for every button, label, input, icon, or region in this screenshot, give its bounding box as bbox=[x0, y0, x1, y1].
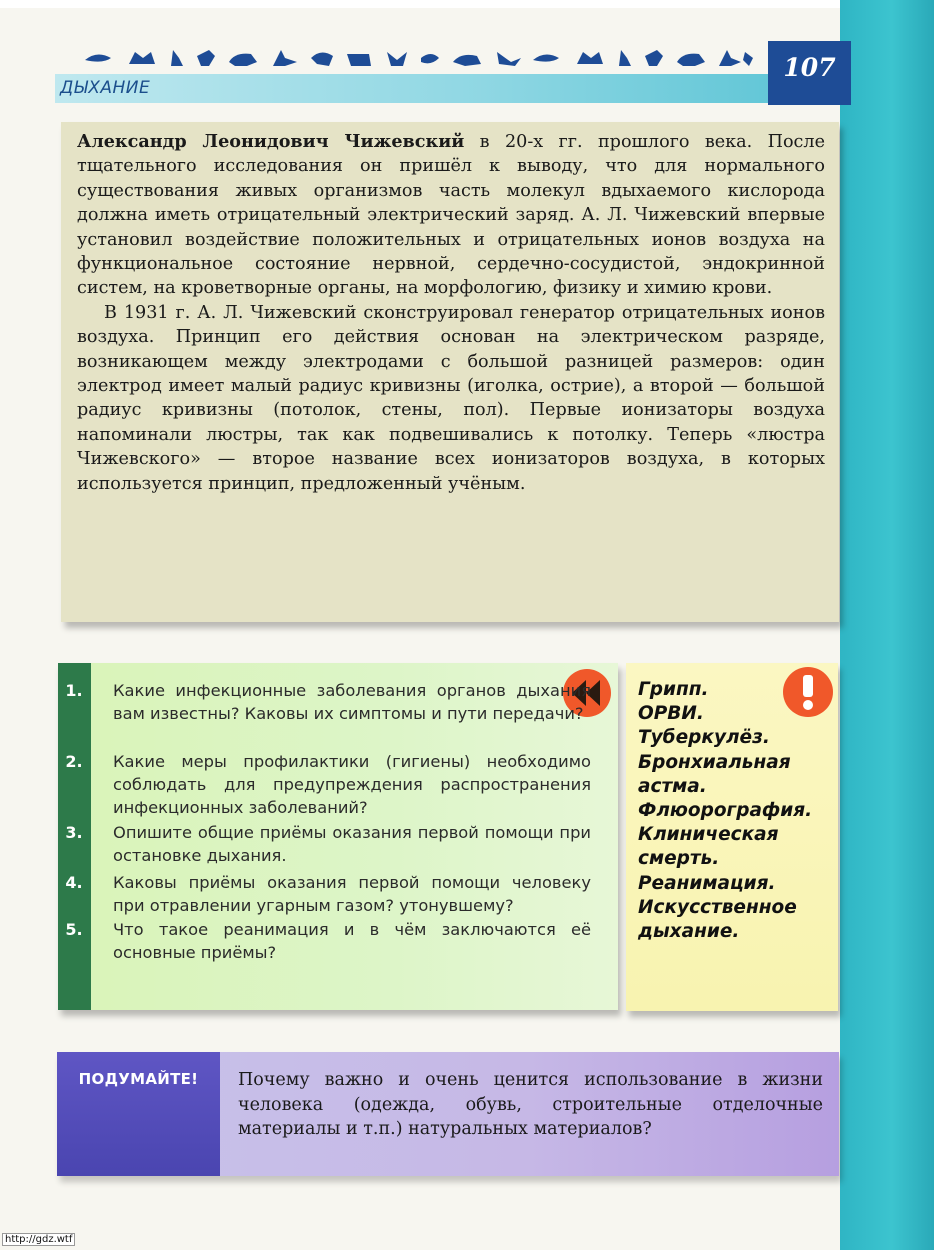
question-text: Какие меры профилактики (гигиены) необходимо соблюдать для предупреждения распространения инфекционных заболеваний? bbox=[113, 752, 591, 818]
question-text: Каковы приёмы оказания первой помощи человеку при отравлении угарным газом? утонувшему? bbox=[113, 873, 591, 916]
question-text: Опишите общие приёмы оказания первой помощи при остановке дыхания. bbox=[113, 823, 591, 866]
key-term: астма. bbox=[638, 775, 707, 797]
top-band bbox=[0, 0, 840, 8]
section-title: ДЫХАНИЕ bbox=[60, 78, 151, 98]
question-number: 1. bbox=[65, 681, 83, 700]
question-number: 3. bbox=[65, 823, 83, 842]
question-number: 4. bbox=[65, 873, 83, 892]
side-decorative-stripe bbox=[840, 0, 934, 1250]
key-term: Бронхиальная bbox=[638, 751, 791, 773]
think-label: ПОДУМАЙТЕ! bbox=[78, 1070, 199, 1088]
animal-silhouettes-border bbox=[85, 46, 755, 70]
question-number: 2. bbox=[65, 752, 83, 771]
question-text: Что такое реанимация и в чём заключаются её основные приёмы? bbox=[113, 920, 591, 963]
watermark: http://gdz.wtf bbox=[2, 1233, 75, 1246]
scientist-name: Александр Леонидович Чижевский bbox=[77, 131, 465, 152]
key-term: Грипп. bbox=[638, 679, 709, 700]
key-term: Туберкулёз. bbox=[638, 727, 770, 749]
key-term: Искусственное bbox=[638, 896, 797, 918]
key-term: Флюорография. bbox=[638, 800, 813, 822]
key-term: ОРВИ. bbox=[638, 703, 704, 725]
question-text: Какие инфекционные заболевания органов дыхания вам известны? Каковы их симптомы и пути передачи? bbox=[113, 681, 591, 724]
key-term: Реанимация. bbox=[638, 872, 776, 894]
question-number: 5. bbox=[65, 920, 83, 939]
key-term: Клиническая bbox=[638, 824, 779, 846]
info-paragraph-1-text: в 20-х гг. прошлого века. После тщательного исследования он пришёл к выводу, что для нормального существования живых организмов часть молекул вдыхаемого кислорода должна иметь отрицательный электрический заряд. А. Л. Чижевский впервые установил воздействие положительных и отрицательных ионов воздуха на функциональное состояние нервной, сердечно-сосудистой, эндокринной систем, на кроветворные органы, на морфологию, физику и химию крови. bbox=[77, 132, 825, 299]
key-term: смерть. bbox=[638, 848, 720, 870]
page-number: 107 bbox=[783, 53, 836, 82]
section-header-band bbox=[55, 74, 770, 103]
info-text bbox=[77, 130, 825, 496]
think-question: Почему важно и очень ценится использование в жизни человека (одежда, обувь, строительные отделочные материалы и т.п.) натуральных материалов? bbox=[238, 1070, 823, 1139]
info-paragraph-1 bbox=[77, 130, 825, 301]
key-terms-list bbox=[638, 678, 833, 944]
key-term: дыхание. bbox=[638, 921, 740, 943]
info-paragraph-2: В 1931 г. А. Л. Чижевский сконструировал генератор отрицательных ионов воздуха. Принцип его действия основан на электрическом разряде, возникающем между электродами с большой разницей размеров: один электрод имеет малый радиус кривизны (иголка, острие), а второй — большой радиус кривизны (потолок, стены, пол). Первые ионизаторы воздуха напоминали люстры, так как подвешивались к потолку. Теперь «люстра Чижевского» — второе название всех ионизаторов воздуха, в которых используется принцип, предложенный учёным. bbox=[77, 302, 825, 494]
